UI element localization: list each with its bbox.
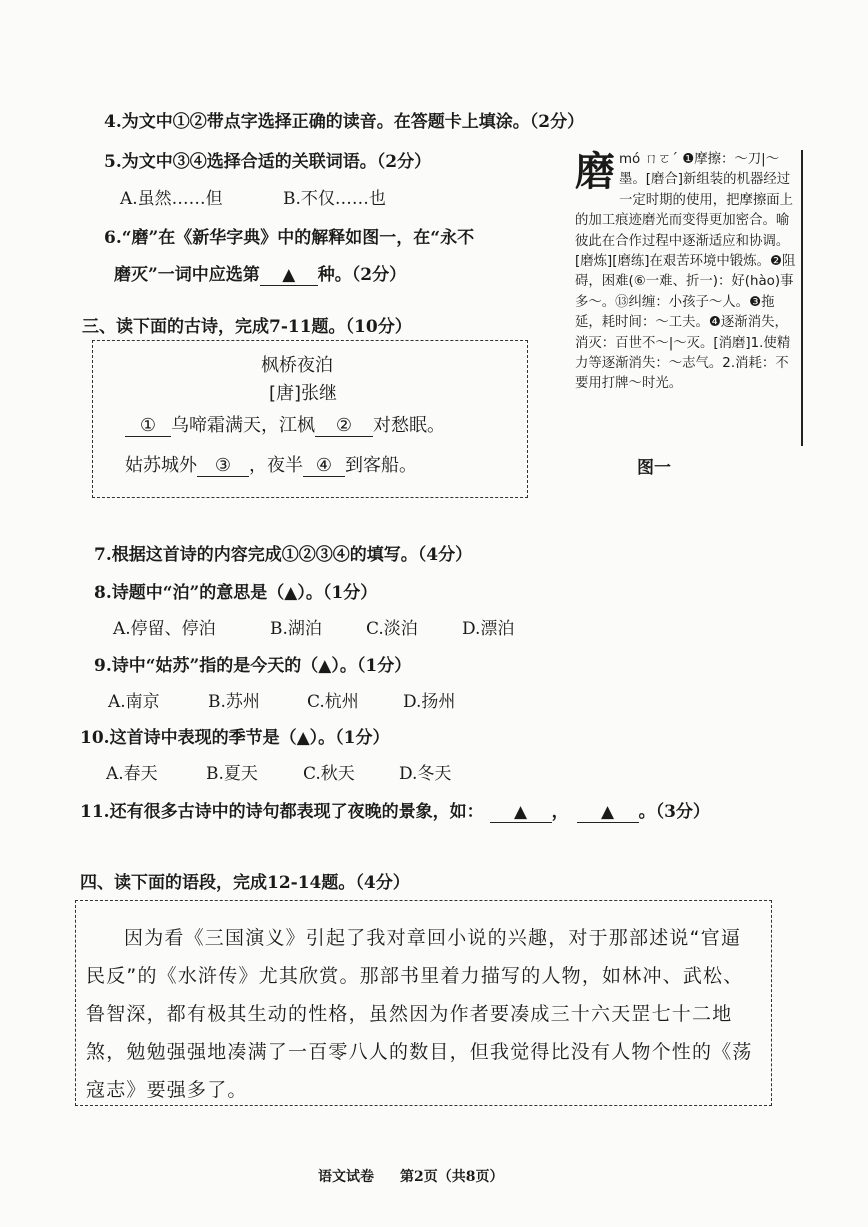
q8-option-c: C.淡泊	[366, 619, 418, 639]
figure-caption: 图一	[637, 458, 671, 478]
reading-passage-box	[75, 900, 772, 1106]
poem-author: [唐]张继	[269, 383, 338, 404]
footer-label: 语文试卷	[318, 1169, 374, 1185]
q9-option-b: B.苏州	[208, 692, 260, 712]
poem-line-1-text-a: 乌啼霜满天，江枫	[171, 415, 315, 436]
question-9: 9.诗中“姑苏”指的是今天的（▲）。（1分）	[94, 656, 412, 676]
question-6-line2	[114, 260, 406, 286]
poem-blank-3: ③	[197, 455, 249, 477]
poem-box	[92, 340, 528, 498]
q9-option-c: C.杭州	[307, 692, 359, 712]
q10-option-c: C.秋天	[303, 764, 355, 784]
poem-line-1-text-b: 对愁眠。	[373, 415, 445, 436]
question-4: 4.为文中①②带点字选择正确的读音。在答题卡上填涂。（2分）	[104, 112, 585, 132]
poem-line-1	[125, 411, 445, 437]
q6-answer-blank: ▲	[260, 267, 318, 286]
q9-option-d: D.扬州	[403, 692, 456, 712]
q10-option-a: A.春天	[106, 764, 158, 784]
q10-option-d: D.冬天	[399, 764, 452, 784]
q10-option-b: B.夏天	[206, 764, 258, 784]
poem-blank-2: ②	[315, 415, 373, 437]
q5-option-b: B.不仅……也	[283, 189, 386, 209]
poem-line-2-text-b: ，夜半	[249, 455, 303, 476]
poem-line-2-text-c: 到客船。	[345, 455, 417, 476]
question-10: 10.这首诗中表现的季节是（▲）。（1分）	[80, 728, 390, 748]
q11-answer-blank-1: ▲	[490, 804, 552, 823]
question-6-line1: 6.“磨”在《新华字典》中的解释如图一，在“永不	[104, 228, 475, 248]
dictionary-definition: mó ㄇㄛˊ ❶摩擦：～刀|～墨。[磨合]新组装的机器经过一定时期的使用，把摩擦面上的加工痕迹磨光而变得更加密合。喻彼此在合作过程中逐渐适应和协调。[磨炼][磨练]在艰苦环境中锻炼。❷阻碍，困难(⑥一难、折一)：好(hào)事多～。⑬纠缠：小孩子～人。❸拖延，耗时间：～工夫。❹逐渐消失，消灭：百世不～|～灭。[消磨]1.使精力等逐渐消失：～志气。2.消耗：不要用打牌～时光。	[575, 152, 796, 392]
question-11	[80, 797, 710, 823]
q8-option-b: B.湖泊	[270, 619, 322, 639]
question-8: 8.诗题中“泊”的意思是（▲）。（1分）	[94, 583, 378, 603]
q9-option-a: A.南京	[108, 692, 160, 712]
question-7: 7.根据这首诗的内容完成①②③④的填写。（4分）	[94, 545, 473, 565]
dictionary-figure	[575, 150, 803, 446]
footer-page-number: 第2页（共8页）	[400, 1169, 504, 1185]
dictionary-entry	[575, 150, 797, 395]
q11-text-post: 。（3分）	[638, 802, 710, 822]
poem-title: 枫桥夜泊	[261, 355, 333, 376]
poem-blank-1: ①	[125, 415, 171, 437]
q6-text-pre: 磨灭”一词中应选第	[114, 265, 260, 285]
q11-separator: ，	[551, 802, 569, 822]
poem-line-2	[125, 451, 417, 477]
q6-text-post: 种。（2分）	[317, 265, 407, 285]
poem-line-2-text-a: 姑苏城外	[125, 455, 197, 476]
q8-option-d: D.漂泊	[462, 619, 515, 639]
q5-option-a: A.虽然……但	[120, 189, 223, 209]
q11-answer-blank-2: ▲	[577, 804, 639, 823]
section-4-heading: 四、读下面的语段，完成12-14题。（4分）	[80, 873, 410, 893]
q11-text-pre: 11.还有很多古诗中的诗句都表现了夜晚的景象，如：	[80, 802, 484, 822]
q8-option-a: A.停留、停泊	[113, 619, 216, 639]
dictionary-headword: 磨	[575, 148, 615, 195]
reading-passage: 因为看《三国演义》引起了我对章回小说的兴趣，对于那部述说“官逼民反”的《水浒传》尤其欣赏。那部书里着力描写的人物，如林冲、武松、鲁智深，都有极其生动的性格，虽然因为作者要凑成三十六天罡七十二地煞，勉勉强强地凑满了一百零八人的数目，但我觉得比没有人物个性的《荡寇志》要强多了。	[86, 927, 753, 1101]
section-3-heading: 三、读下面的古诗，完成7-11题。（10分）	[82, 317, 412, 337]
question-5: 5.为文中③④选择合适的关联词语。（2分）	[104, 152, 432, 172]
poem-blank-4: ④	[303, 455, 345, 477]
